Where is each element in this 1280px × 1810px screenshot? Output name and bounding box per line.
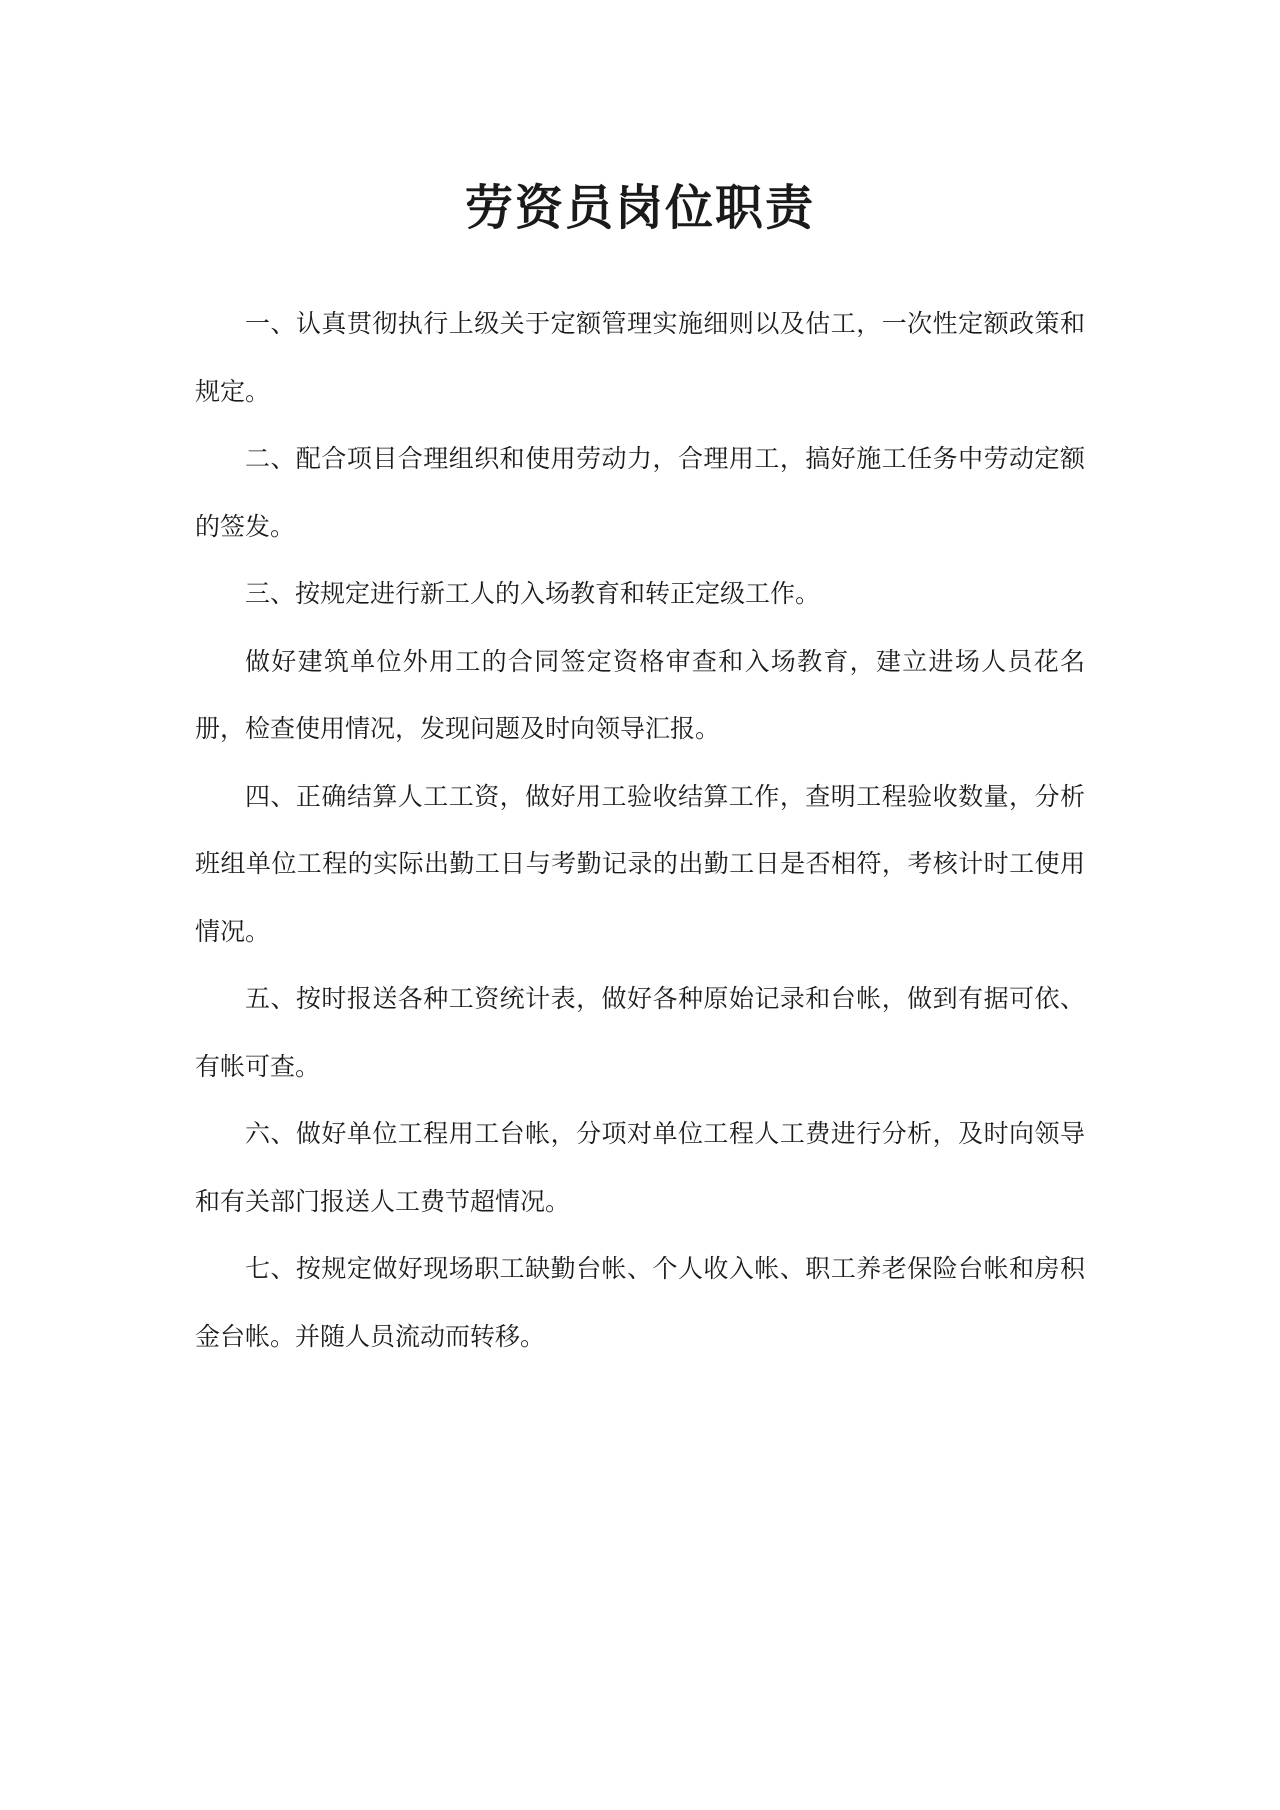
document-body: [195, 290, 1085, 1370]
paragraph-6: 五、按时报送各种工资统计表，做好各种原始记录和台帐，做到有据可依、有帐可查。: [195, 984, 1085, 1081]
page-title: 劳资员岗位职责: [464, 180, 815, 236]
paragraph-3: 三、按规定进行新工人的入场教育和转正定级工作。: [245, 579, 821, 608]
paragraph-5: 四、正确结算人工工资，做好用工验收结算工作，查明工程验收数量，分析班组单位工程的实际出勤工日与考勤记录的出勤工日是否相符，考核计时工使用情况。: [195, 781, 1085, 946]
paragraph-1: 一、认真贯彻执行上级关于定额管理实施细则以及估工，一次性定额政策和规定。: [195, 309, 1085, 406]
paragraph-8: 七、按规定做好现场职工缺勤台帐、个人收入帐、职工养老保险台帐和房积金台帐。并随人员流动而转移。: [195, 1254, 1085, 1351]
paragraph-7: 六、做好单位工程用工台帐，分项对单位工程人工费进行分析，及时向领导和有关部门报送人工费节超情况。: [195, 1119, 1085, 1216]
paragraph-2: 二、配合项目合理组织和使用劳动力，合理用工，搞好施工任务中劳动定额的签发。: [195, 444, 1085, 541]
paragraph-4: 做好建筑单位外用工的合同签定资格审查和入场教育，建立进场人员花名册，检查使用情况，发现问题及时向领导汇报。: [195, 646, 1085, 743]
